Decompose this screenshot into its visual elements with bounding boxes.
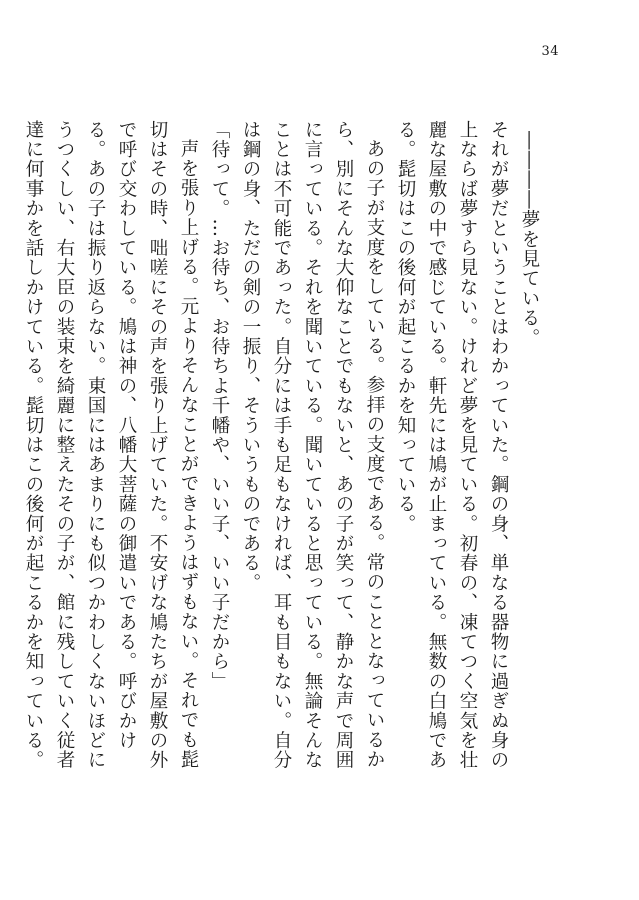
dialogue-wait: 「待って。…お待ち、お待ちよ千幡や、いい子、いい子だから」: [209, 120, 230, 692]
paragraph-preparation: あの子が支度をしている。参拝の支度である。常のこととなっているから、別にそんな大仰なことでもないと、あの子が笑って、静かな声で周囲に言っている。それを聞いている。聞いていると思っている。無論そんなことは不可能であった。自分には手も足もなければ、耳も目もない。自分は鋼の身、ただの剣の一振り、そういうものである。: [240, 120, 385, 771]
page-number: 34: [541, 44, 559, 59]
paragraph-calling-out: 声を張り上げる。元よりそんなことができようはずもない。それでも髭切はその時、咄嗟にその声を張り上げていた。不安げな鳩たちが屋敷の外で呼び交わしている。鳩は神の、八幡大菩薩の御遣いである。呼びかける。あの子は振り返らない。東国にはあまりにも似つかわしくないほどにうつくしい、右大臣の装束を綺麗に整えたその子が、館に残していく従者達に何事かを話しかけている。髭切はこの後何が起こるかを知っている。: [23, 120, 199, 771]
paragraph-dream-line: ――――夢を見ている。: [519, 131, 540, 348]
paragraph-knowing-dream: それが夢だということはわかっていた。鋼の身、単なる器物に過ぎぬ身の上ならば夢すら見ない。けれど夢を見ている。初春の、凍てつく空気を壮麗な屋敷の中で感じている。軒先には鳩が止まっている。無数の白鳩である。髭切はこの後何が起こるかを知っている。: [395, 120, 509, 771]
vertical-text-body: [23, 120, 545, 780]
